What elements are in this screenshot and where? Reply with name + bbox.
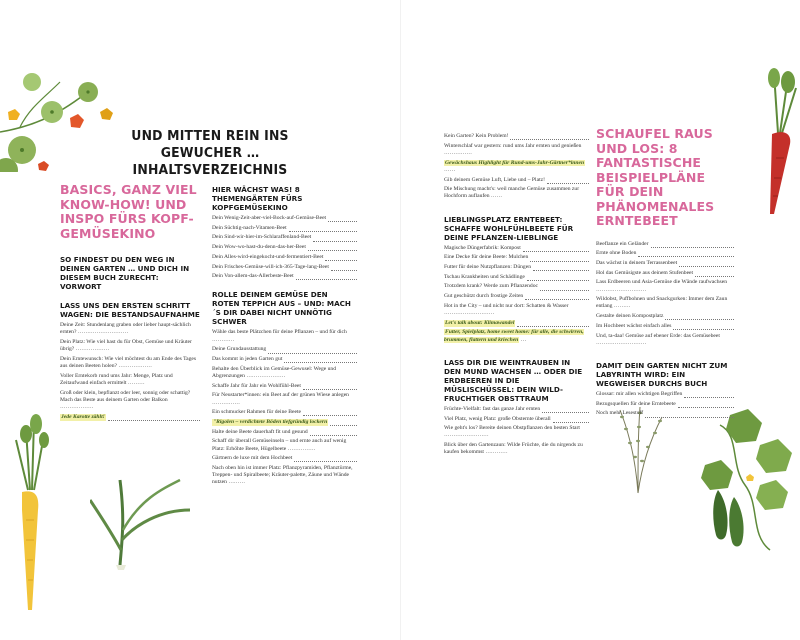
toc-entry[interactable]: Wähle das beste Plätzchen für deine Pflanzen – und für dich ………… [212,329,347,343]
toc-entry[interactable]: Im Hochbeet wächst einfach alles [596,323,734,330]
toc-entry[interactable]: Schaff dir überall Gemüseinseln – und ernte auch auf wenig Platz: Erhöhte Beete, Hügelbeete …………… [212,438,347,452]
toc-entry[interactable]: Kein Garten? Kein Problem! [444,133,589,140]
toc-entry[interactable]: Gut geschützt durch frostige Zeiten [444,293,589,300]
toc-entry-highlighted[interactable]: "Rigolen – verdichtete Böden tiefgründig lockern [212,419,357,426]
toc-entry[interactable]: Eine Decke für deine Beete: Mulchen [444,254,589,261]
toc-entry[interactable]: Groß oder klein, bepflanzt oder leer, sonnig oder schattig? Mach das Beste aus deinem Garten oder Balkon ……………… [60,389,191,411]
toc-entry[interactable]: Behalte den Überblick im Gemüse-Gewusel: Wege und Abgrenzungen ………………… [212,365,337,379]
toc-entry[interactable]: Futter für deine Nutzpflanzen: Düngen [444,264,589,271]
toc-list [60,322,200,421]
toc-entry[interactable]: Ein schmucker Rahmen für deine Beete [212,409,357,416]
cucumber-plant-illustration [690,405,800,555]
toc-entry[interactable]: Dein Wow-wo-hast-du-denn-das-her-Beet [212,244,357,251]
subheading-wegweiser: DAMIT DEIN GARTEN NICHT ZUM LABYRINTH WIRD: EIN WEGWEISER DURCHS BUCH [596,360,728,388]
toc-entry-highlighted[interactable]: Gewächshaus Highlight für Rund-ums-Jahr-Gärtner*innen …… [444,159,585,173]
toc-entry[interactable]: Für Neustarter*innen: ein Beet auf der grünen Wiese anlegen …………… [212,392,349,406]
toc-list [212,329,357,486]
toc-entry-highlighted[interactable]: Let's talk about: Klimawandel [444,320,589,327]
thyme-illustration [600,405,675,495]
subheading-lieblingsplatz: LIEBLINGSPLATZ ERNTEBEET: SCHAFFE WOHLFÜHLBEETE FÜR DEINE PFLANZEN-LIEBLINGE [444,214,574,242]
toc-entry[interactable]: Dein Alles-wird-eingekocht-und-fermentiert-Beet [212,254,357,261]
toc-entry[interactable]: Beeflanze ein Geländer [596,241,734,248]
toc-entry[interactable]: Voller Erntekorb rund ums Jahr: Menge, Platz und Zeitaufwand einfach ermittelt ……… [60,372,173,386]
title-line-2: INHALTSVERZEICHNIS [132,162,288,178]
toc-list [444,406,589,457]
yellow-carrot-illustration [8,410,56,620]
toc-entry[interactable]: Hot in the City – und nicht nur dort: Schatten & Wasser ……………………… [444,302,569,317]
toc-entry[interactable]: Dein Wenig-Zeit-aber-viel-Bock-auf-Gemüse-Beet [212,215,357,222]
subheading-obsttraum: LASS DIR DIE WEINTRAUBEN IN DEN MUND WACHSEN … ODER DIE ERDBEEREN IN DIE MÜSLISCHÜSSEL: DEIN WILD-FRUCHTIGER OBSTTRAUM [444,357,583,403]
toc-entry[interactable]: Dein Süchtig-nach-Vitamen-Beet [212,225,357,232]
toc-entry[interactable]: Noch mehr Lesestoff [596,410,734,417]
toc-entry[interactable]: Gärtnern de luxe mit dem Hochbeet [212,455,357,462]
toc-list [444,133,589,201]
right-column-2 [596,127,734,418]
toc-entry[interactable]: Das wächst in deinem Terrassenbeet [596,260,734,267]
toc-entry[interactable]: Viel Platz, wenig Platz: große Obsternte überall [444,416,589,423]
toc-entry[interactable]: Bezugsquellen für deine Erntebeete [596,401,734,408]
toc-list [596,241,734,347]
toc-entry[interactable]: Dein Sind-wir-hier-im-Schlaraffenland-Beet [212,234,357,241]
toc-entry[interactable]: Gestalte deinen Kompostplatz [596,313,734,320]
toc-list [444,245,589,344]
book-gutter [400,0,401,640]
subheading-themengaerten: HIER WÄCHST WAS! 8 THEMENGÄRTEN FÜRS KOPFGEMÜSEKINO [212,185,303,212]
toc-entry[interactable]: Früchte-Vielfalt: fast das ganze Jahr ernten [444,406,589,413]
section-heading-beispielplaene: SCHAUFEL RAUS UND LOS: 8 FANTASTISCHE BEISPIELPLÄNE FÜR DEIN PHÄNOMENALES ERNTEBEET [596,126,715,228]
toc-entry[interactable]: Glossar: mir allen wichtigen Begriffen [596,391,734,398]
page-title [90,128,329,179]
left-column-2 [212,185,357,487]
toc-entry[interactable]: Dein Erntewunsch: Wie viel möchtest du am Ende des Tages aus deinen Beeten holen? ……………… [60,355,197,370]
toc-entry[interactable]: Dein Von-allem-das-Allerbeste-Beet [212,273,357,280]
toc-entry[interactable]: Dein Platz: Wie viel hast du für Obst, Gemüse und Kräuter übrig? ……………… [60,338,192,353]
toc-entry[interactable]: Deine Zeit: Stundenlang graben oder lieber haupt-sächlich ernten? ……………………… [60,322,191,336]
toc-entry-highlighted[interactable]: Jede Karotte zählt! [60,414,200,421]
toc-entry[interactable]: Lass Erdbeeren und Asia-Gemüse die Wände raufwachsen ……………………… [596,279,727,293]
toc-entry[interactable]: Ernte ohne Boden [596,250,734,257]
toc-entry[interactable]: Blick über den Gartenzaun: Wilde Früchte, die du nirgends zu kaufen bekommst ………… [444,442,583,456]
title-line-1: UND MITTEN REIN INS GEWUCHER … [131,128,289,161]
section-heading-basics: BASICS, GANZ VIEL KNOW-HOW! UND INSPO FÜRS KOPF-GEMÜSEKINO [60,182,197,241]
toc-entry[interactable]: Und, ta-daa! Gemüse auf ebener Erde: das Gemüsebeet ……………………… [596,332,720,346]
toc-entry[interactable]: Magische Düngerfabrik: Kompost [444,245,589,252]
toc-entry[interactable]: Dein Frisches-Gemüse-will-ich-365-Tage-lang-Beet [212,264,357,271]
subheading-vorwort: SO FINDEST DU DEN WEG IN DEINEN GARTEN … UND DICH IN DIESEM BUCH ZURECHT: VORWORT [60,255,190,291]
toc-entry[interactable]: Trotzdem krank? Werde zum Pflanzendoc [444,283,589,290]
toc-entry[interactable]: Wie geht's los? Bereite deinen Obstpflanzen den besten Start …………………… [444,425,580,439]
toc-entry[interactable]: Tschau Krankheiten und Schädlinge [444,274,589,281]
toc-list [596,391,734,418]
toc-entry[interactable]: Nach oben hin ist immer Platz: Pflanzpyramiden, Pflanztürme, Treppen- und Spiralbeete; Kräuter-palette, Zäune und Wände nutzen ……… [212,464,353,486]
toc-entry[interactable]: Deine Grundausstattung [212,346,357,353]
toc-entry[interactable]: Hol das Gemüsigste aus deinem Stufenbeet [596,270,734,277]
right-column-1 [444,133,589,457]
toc-list [212,215,357,280]
toc-entry[interactable]: Winterschlaf war gestern: rund ums Jahr ernten und genießen …………… [444,142,582,156]
subheading-roter-teppich: ROLLE DEINEM GEMÜSE DEN ROTEN TEPPICH AUS – UND: MACH´S DIR DABEI NICHT UNNÖTIG SCHWER [212,290,351,327]
left-column-1 [60,183,200,421]
leek-illustration [90,470,200,570]
red-carrot-illustration [752,68,800,218]
subheading-bestandsaufnahme: LASS UNS DEN ERSTEN SCHRITT WAGEN: DIE BESTANDSAUFNAHME [60,301,200,319]
toc-entry[interactable]: Halte deine Beete dauerhaft fit und gesund [212,429,357,436]
toc-entry-highlighted[interactable]: Futter, Spielplatz, home sweet home: für alle, die schwirren, brummen, flattern und kriechen … [444,329,584,343]
toc-entry[interactable]: Wildobst, Puffbohnen und Snackgurken: Immer dem Zaun entlang ……… [596,296,728,310]
toc-entry[interactable]: Das kommt in jeden Garten gut [212,356,357,363]
toc-entry[interactable]: Gib deinem Gemüse Luft, Liebe und – Platz! [444,177,589,184]
toc-entry[interactable]: Schaffe Jahr für Jahr ein Wohlfühl-Beet [212,383,357,390]
toc-entry[interactable]: Die Mischung macht's: weil manche Gemüse zusammen zur Hochform auflaufen …… [444,186,580,200]
